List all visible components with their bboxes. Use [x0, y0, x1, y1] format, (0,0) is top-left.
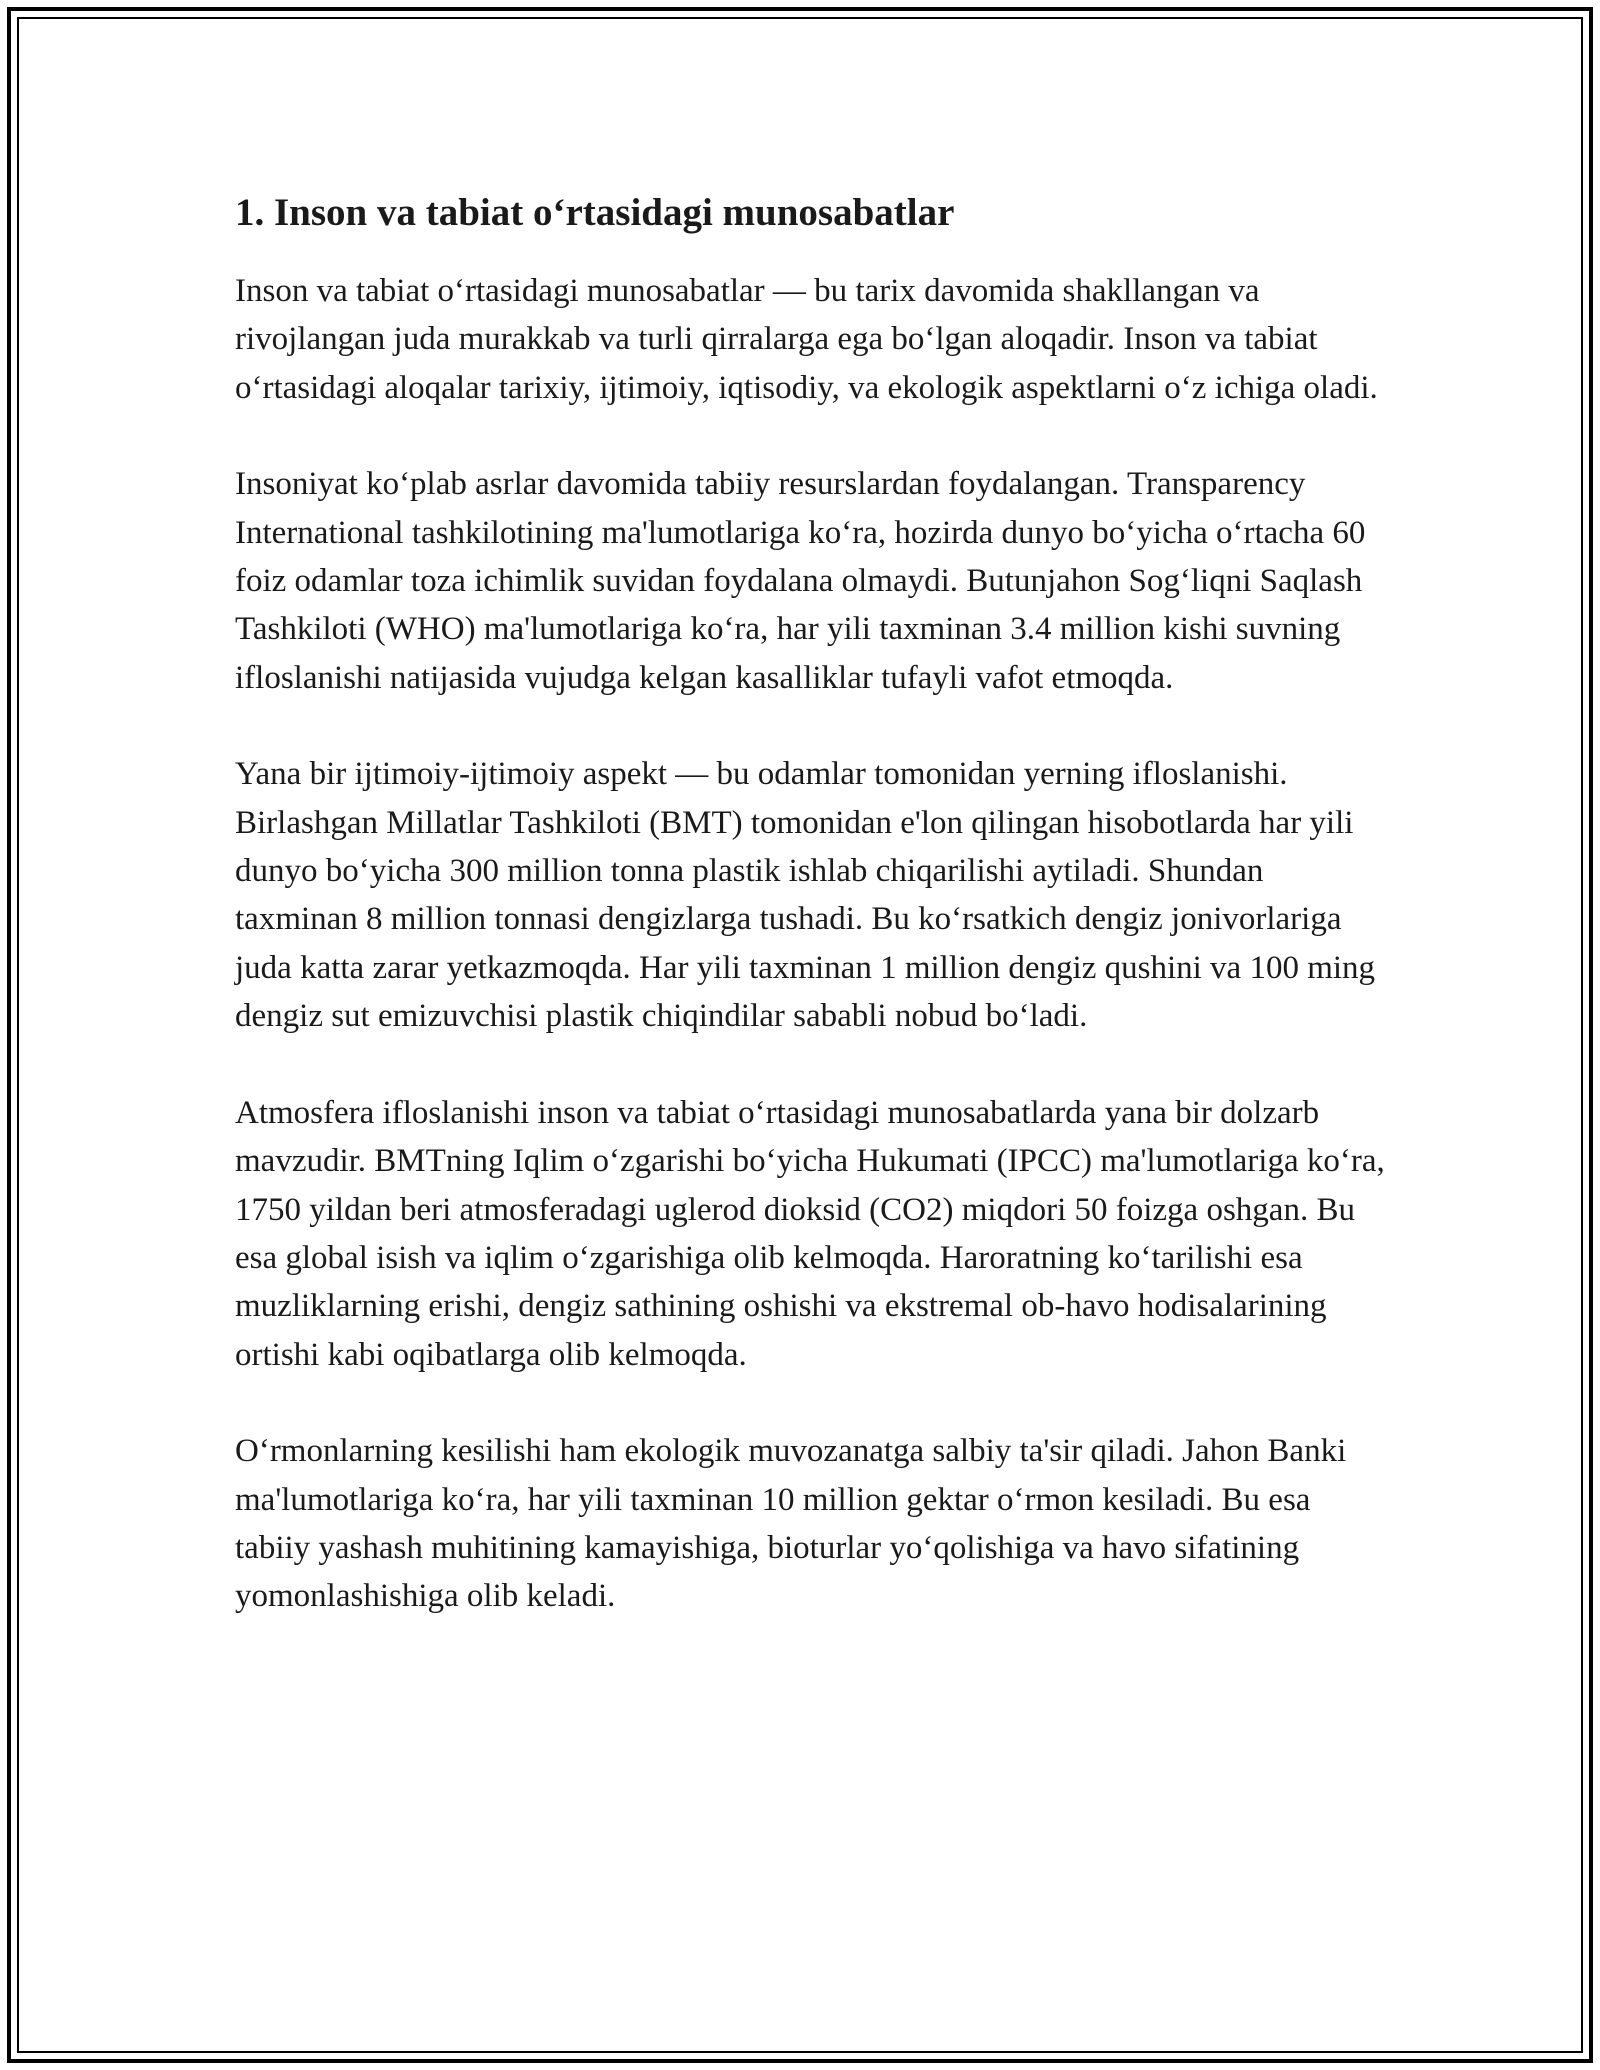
section-heading: 1. Inson va tabiat o‘rtasidagi munosabatlar	[235, 191, 955, 234]
paragraph-atmosphere-pollution: Atmosfera ifloslanishi inson va tabiat o‘rtasidagi munosabatlarda yana bir dolzarb mavzudir. BMTning Iqlim o‘zgarishi bo‘yicha Hukumati (IPCC) ma'lumotlariga ko‘ra, 1750 yildan beri atmosferadagi uglerod dioksid (CO2) miqdori 50 foizga oshgan. Bu esa global isish va iqlim o‘zgarishiga olib kelmoqda. Haroratning ko‘tarilishi esa muzliklarning erishi, dengiz sathining oshishi va ekstremal ob-havo hodisalarining ortishi kabi oqibatlarga olib kelmoqda.	[235, 1094, 1385, 1373]
paragraph-intro: Inson va tabiat o‘rtasidagi munosabatlar — bu tarix davomida shakllangan va rivojlangan juda murakkab va turli qirralarga ega bo‘lgan aloqadir. Inson va tabiat o‘rtasidagi aloqalar tarixiy, ijtimoiy, iqtisodiy, va ekologik aspektlarni o‘z ichiga oladi.	[235, 273, 1378, 406]
paragraph-plastic-pollution: Yana bir ijtimoiy-ijtimoiy aspekt — bu odamlar tomonidan yerning ifloslanishi. Birlashgan Millatlar Tashkiloti (BMT) tomonidan e'lon qilingan hisobotlarda har yili dunyo bo‘yicha 300 million tonna plastik ishlab chiqarilishi aytiladi. Shundan taxminan 8 million tonnasi dengizlarga tushadi. Bu ko‘rsatkich dengiz jonivorlariga juda katta zarar yetkazmoqda. Har yili taxminan 1 million dengiz qushini va 100 ming dengiz sut emizuvchisi plastik chiqindilar sababli nobud bo‘ladi.	[235, 756, 1376, 1035]
document-body	[235, 185, 1385, 1621]
paragraph-water-resources: Insoniyat ko‘plab asrlar davomida tabiiy resurslardan foydalangan. Transparency International tashkilotining ma'lumotlariga ko‘ra, hozirda dunyo bo‘yicha o‘rtacha 60 foiz odamlar toza ichimlik suvidan foydalana olmaydi. Butunjahon Sog‘liqni Saqlash Tashkiloti (WHO) ma'lumotlariga ko‘ra, har yili taxminan 3.4 million kishi suvning ifloslanishi natijasida vujudga kelgan kasalliklar tufayli vafot etmoqda.	[235, 466, 1366, 696]
paragraph-deforestation: O‘rmonlarning kesilishi ham ekologik muvozanatga salbiy ta'sir qiladi. Jahon Banki ma'lumotlariga ko‘ra, har yili taxminan 10 million gektar o‘rmon kesiladi. Bu esa tabiiy yashash muhitining kamayishiga, bioturlar yo‘qolishiga va havo sifatining yomonlashishiga olib keladi.	[235, 1433, 1347, 1615]
